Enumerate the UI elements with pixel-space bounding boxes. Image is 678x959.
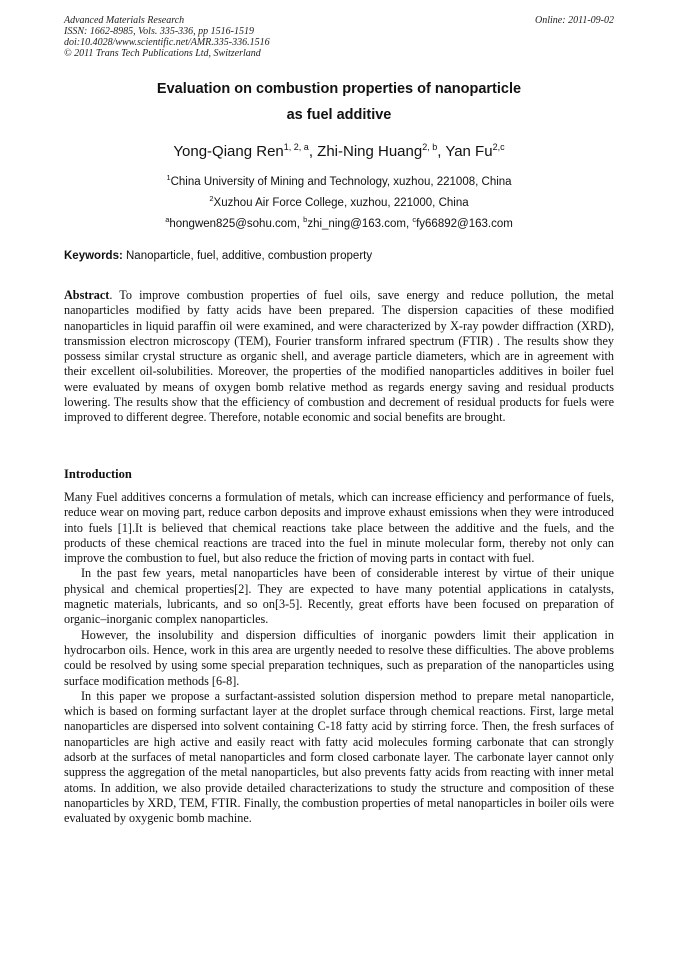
copyright-line: © 2011 Trans Tech Publications Ltd, Switzerland bbox=[64, 48, 261, 59]
journal-header bbox=[64, 15, 614, 59]
affiliation-2 bbox=[0, 194, 678, 209]
email-address: hongwen825@sohu.com, bbox=[169, 217, 304, 230]
author-superscript: 2, b bbox=[422, 142, 438, 152]
author-name: Zhi-Ning Huang bbox=[317, 143, 423, 160]
affiliation-1 bbox=[0, 173, 678, 188]
affiliation-marker: 1 bbox=[166, 173, 171, 182]
email-address: zhi_ning@163.com, bbox=[307, 217, 413, 230]
author-separator: , bbox=[308, 143, 318, 160]
paper-title-line-1: Evaluation on combustion properties of nanoparticle bbox=[156, 81, 522, 97]
doi-line: doi:10.4028/www.scientific.net/AMR.335-336.1516 bbox=[64, 37, 270, 48]
introduction-body bbox=[64, 490, 614, 827]
author-superscript: 1, 2, a bbox=[283, 142, 309, 152]
keywords-text: Nanoparticle, fuel, additive, combustion property bbox=[122, 250, 373, 262]
intro-paragraph: In this paper we propose a surfactant-assisted solution dispersion method to prepare metal nanoparticle, which is based on forming surfactant layer at the droplet surface through chemical reactions. First, large metal nanoparticles are dispersed into solvent containing C-18 fatty acid by stirring force. Then, the fresh surfaces of nanoparticles are high active and easily react with fatty acid molecules forming carbonate that can strongly adsorb at the surfaces of metal nanoparticles and form closed carbonate layer. The carbonate layer cannot only suppress the aggregation of the metal nanoparticles, but also prevents fatty acids from reacting with inner metal atoms. In addition, we also provide detailed characterizations to study the structure and composition of these nanoparticles by XRD, TEM, FTIR. Finally, the combustion properties of metal nanoparticles in boiler oils were evaluated by oxygenic bomb machine. bbox=[64, 688, 614, 826]
intro-paragraph: However, the insolubility and dispersion difficulties of inorganic powders limit their application in hydrocarbon oils. Hence, work in this area are urgently needed to resolve these difficulties. The above problems could be resolved by using some special preparation techniques, such as preparation of the nanoparticles using surface modification methods [6-8]. bbox=[64, 627, 614, 688]
email-marker: a bbox=[165, 215, 170, 224]
issn-line: ISSN: 1662-8985, Vols. 335-336, pp 1516-1519 bbox=[64, 26, 254, 37]
email-marker: b bbox=[303, 215, 308, 224]
affiliation-text: Xuzhou Air Force College, xuzhou, 221000, China bbox=[213, 196, 469, 209]
affiliation-text: China University of Mining and Technology, xuzhou, 221008, China bbox=[170, 175, 512, 188]
journal-name: Advanced Materials Research bbox=[64, 15, 185, 26]
author-name: Yong-Qiang Ren bbox=[173, 143, 284, 160]
keywords-line bbox=[64, 250, 372, 262]
online-date: Online: 2011-09-02 bbox=[535, 15, 614, 26]
abstract-paragraph bbox=[64, 288, 614, 426]
abstract-label: Abstract bbox=[64, 288, 110, 302]
email-address: fy66892@163.com bbox=[416, 217, 513, 230]
keywords-label: Keywords: bbox=[64, 250, 123, 262]
abstract-text: . To improve combustion properties of fuel oils, save energy and reduce pollution, the metal nanoparticles modified by fatty acids have been prepared. The dispersion capacities of these modified nanoparticles in liquid paraffin oil were examined, and were characterized by X-ray powder diffraction (XRD), transmission electron microscopy (TEM), Fourier transform infrared spectrum (FTIR) . The results show they possess similar crystal structure as organic shell, and average particle diameters, which are in agreement with their excellent oil-solubilities. Moreover, the properties of the modified nanoparticles additives in boiler fuel were evaluated by means of oxygen bomb relative method as regards energy saving and residual products lowering. The results show that the efficiency of combustion and decrement of residual products for fuels were improved to different degree. Therefore, notable economic and social benefits are brought. bbox=[64, 288, 614, 425]
affiliation-marker: 2 bbox=[209, 194, 214, 203]
author-separator: , bbox=[437, 143, 446, 160]
author-name: Yan Fu bbox=[445, 143, 493, 160]
author-superscript: 2,c bbox=[492, 142, 505, 152]
intro-paragraph: Many Fuel additives concerns a formulation of metals, which can increase efficiency and performance of fuels, reduce wear on moving part, reduce carbon deposits and improve exhaust emissions when they were introduced into fuels [1].It is believed that chemical reactions take place between the additive and the fuels, and the products of these chemical reactions are traced into the fuel in minute molecular form, thereby not only can improve the combustion to fuel, but also reduce the friction of moving parts in contact with fuel. bbox=[64, 490, 614, 566]
introduction-heading: Introduction bbox=[64, 467, 132, 481]
paper-title-line-2: as fuel additive bbox=[286, 107, 392, 123]
intro-paragraph: In the past few years, metal nanoparticles have been of considerable interest by virtue of their unique physical and chemical properties[2]. They are expected to have many potential applications in catalysts, magnetic materials, lubricants, and so on[3-5]. Recently, great efforts have been focused on preparation of organic–inorganic complex nanoparticles. bbox=[64, 566, 614, 627]
email-line bbox=[0, 215, 678, 230]
email-marker: c bbox=[412, 215, 417, 224]
author-list bbox=[0, 142, 678, 160]
